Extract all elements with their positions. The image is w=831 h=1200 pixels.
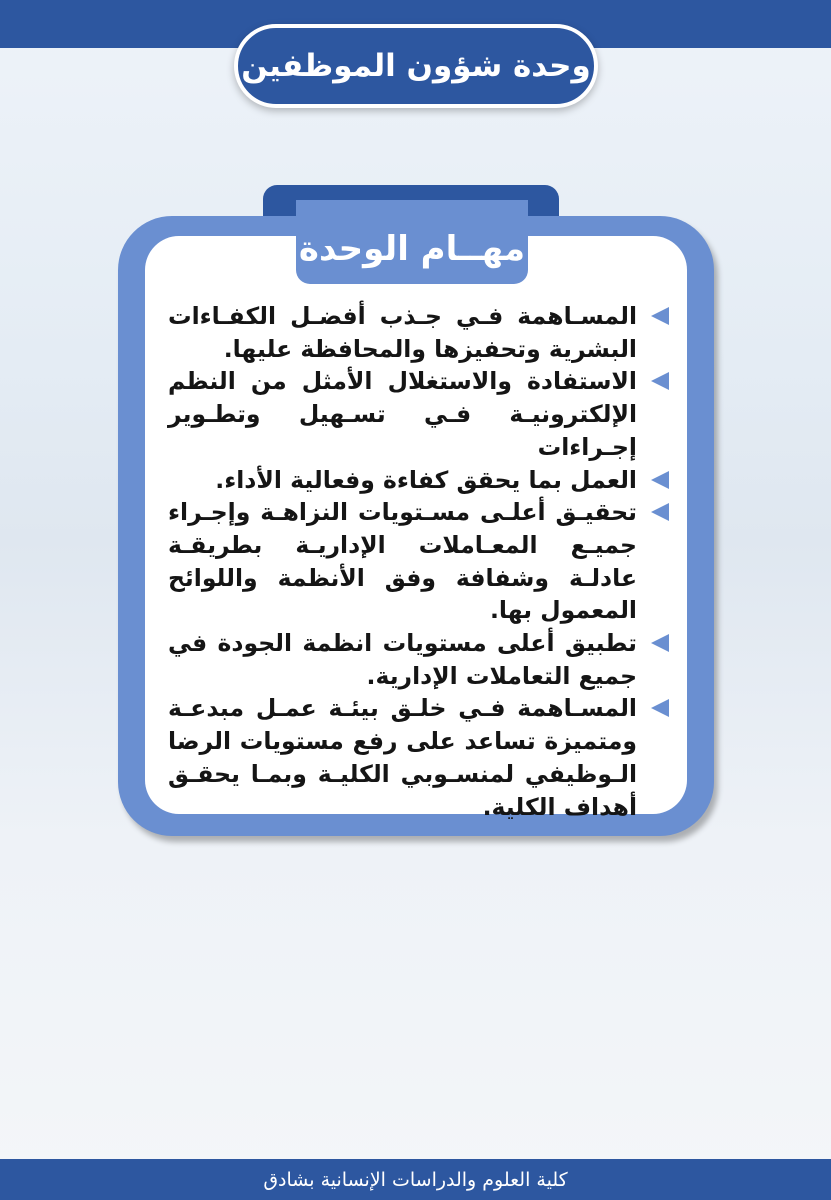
triangle-bullet-icon [651,372,669,390]
task-text: تحقيـق أعلـى مسـتويات النزاهـة وإجـراء جميـع المعـاملات الإداريـة بطريقـة عادلـة وشفافة وفق الأنظمة واللوائح المعمول بها. [168,498,637,625]
triangle-bullet-icon [651,503,669,521]
triangle-bullet-icon [651,699,669,717]
footer-bar [0,1159,831,1200]
footer-text: كلية العلوم والدراسات الإنسانية بشادق [263,1168,568,1191]
list-item [168,692,671,823]
triangle-bullet-icon [651,634,669,652]
task-text: تطبيق أعلى مستويات انظمة الجودة في جميع التعاملات الإدارية. [168,629,637,690]
triangle-bullet-icon [651,307,669,325]
list-item [168,496,671,627]
list-item [168,300,671,365]
tasks-list [168,300,671,823]
card-title-tab [296,200,528,284]
task-text: المسـاهمة فـي خلـق بيئـة عمـل مبدعـة ومتميزة تساعد على رفع مستويات الرضا الـوظيفي لمنسـوبي الكليـة وبمـا يحقـق أهداف الكلية. [168,694,637,821]
triangle-bullet-icon [651,471,669,489]
task-text: الاستفادة والاستغلال الأمثل من النظم الإلكترونيـة فـي تسـهيل وتطـوير إجـراءات [168,367,637,461]
page-title: وحدة شؤون الموظفين [241,48,591,84]
header-pill [234,24,598,108]
list-item [168,627,671,692]
task-text: المسـاهمة فـي جـذب أفضـل الكفـاءات البشرية وتحفيزها والمحافظة عليها. [168,302,637,363]
card-title: مهــام الوحدة [298,229,526,269]
task-text: العمل بما يحقق كفاءة وفعالية الأداء. [215,465,637,494]
list-item [168,464,671,497]
list-item [168,365,671,463]
